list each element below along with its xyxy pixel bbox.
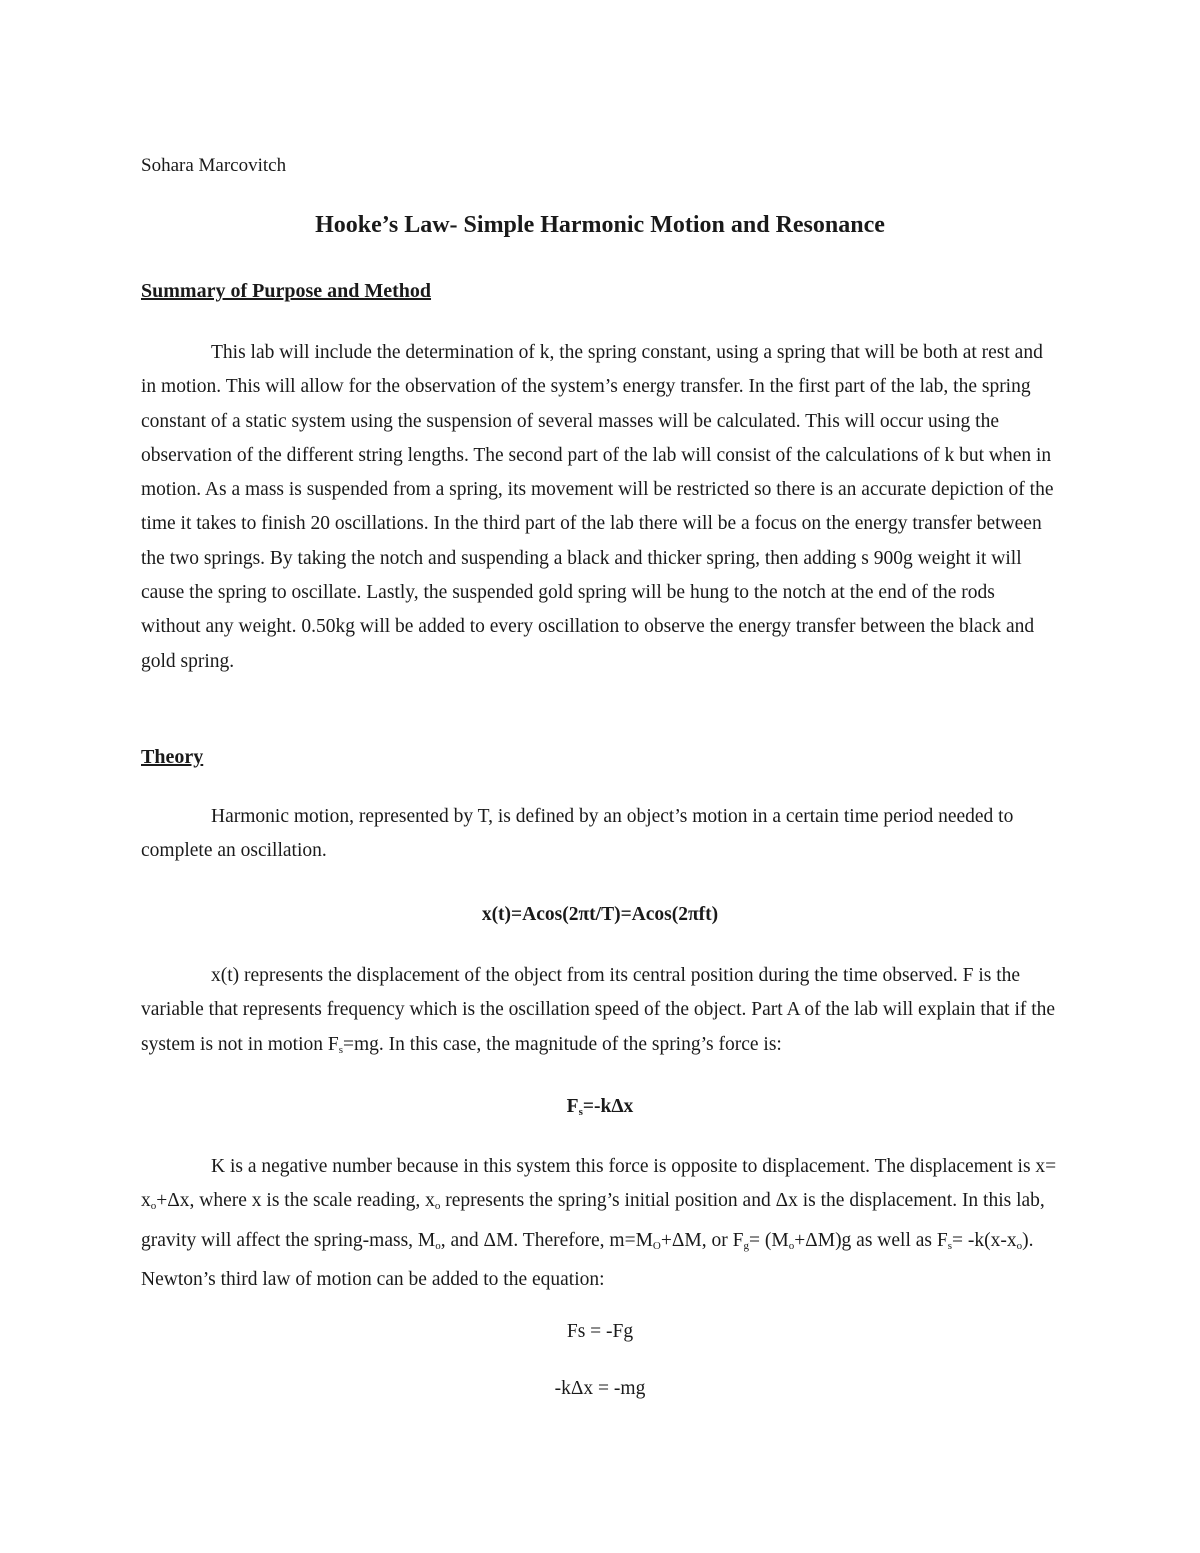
summary-paragraph: This lab will include the determination of k, the spring constant, using a spring that will be both at rest and in motion. This will allow for the observation of the system’s energy transfer. In the first part of the lab, the spring constant of a static system using the suspension of several masses will be calculated. This will occur using the observation of the different string lengths. The second part of the lab will consist of the calculations of k but when in motion. As a mass is suspended from a spring, its movement will be restricted so there is an accurate depiction of the time it takes to finish 20 oscillations. In the third part of the lab there will be a focus on the energy transfer between the two springs. By taking the notch and suspending a black and thicker spring, then adding s 900g weight it will cause the spring to oscillate. Lastly, the suspended gold spring will be hung to the notch at the end of the rods without any weight. 0.50kg will be added to every oscillation to observe the energy transfer between the black and gold spring. — [141, 342, 1054, 672]
theory-paragraph-2: x(t) represents the displacement of the object from its central position during the time observed. F is the variable that represents frequency which is the oscillation speed of the object. Part A of the lab will explain that if the system is not in motion $F_s=mg$. In this case, the magnitude of the spring’s force is: — [141, 965, 1056, 1056]
theory-heading: Theory — [141, 746, 204, 768]
theory-paragraph-3: K is a negative number because in this system this force is opposite to displacement. The displacement is $x= x_o+\Delta x$, where x is the scale reading, $x_o$ represents the spring’s initial position and Δx is the displacement. In this lab, gravity will affect the spring-mass, $M_o$, and ΔM. Therefore, $m=M_O+\Delta M$, or $F_g= (M_o+\Delta M)g$ as well as $F_s= -k(x-x_o)$. Newton’s third law of motion can be added to the equation: — [141, 1156, 1057, 1290]
theory-paragraph-1: Harmonic motion, represented by T, is defined by an object’s motion in a certain time period needed to complete an oscillation. — [141, 806, 1014, 862]
equation-harmonic-motion: x(t)=Acos(2πt/T)=Acos(2πft) — [481, 904, 719, 925]
equation-newton-third-law: Fs = -Fg — [566, 1321, 634, 1342]
document-title: Hooke’s Law- Simple Harmonic Motion and Resonance — [315, 212, 885, 238]
equation-force-balance: -kΔx = -mg — [554, 1378, 646, 1399]
author-name: Sohara Marcovitch — [141, 155, 287, 176]
summary-heading: Summary of Purpose and Method — [141, 280, 432, 302]
equation-spring-force: $F_s=$-kΔx — [566, 1096, 634, 1118]
